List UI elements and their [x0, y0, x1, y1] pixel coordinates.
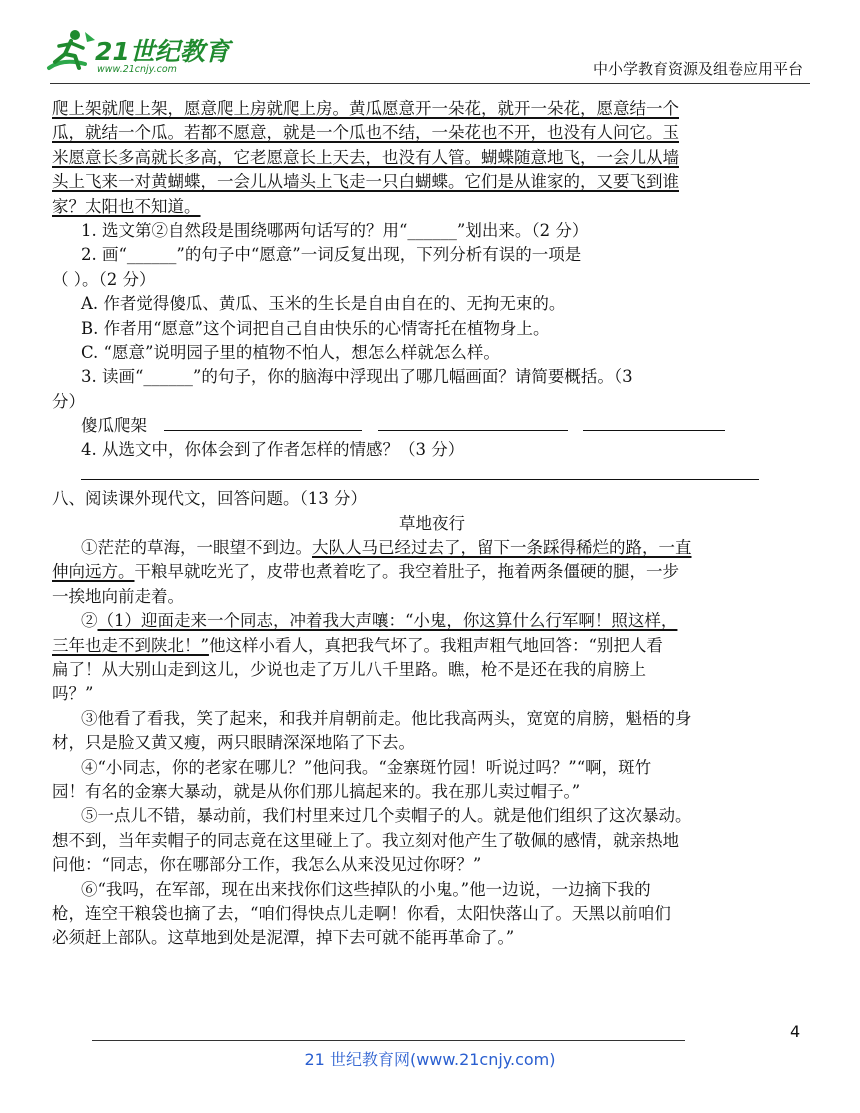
- question-4-answer-row: [52, 463, 812, 487]
- answer-blank[interactable]: [378, 416, 568, 431]
- paragraph-line: 吗？”: [52, 684, 94, 704]
- answer-label: 傻瓜爬架: [81, 416, 147, 436]
- passage-line: 家？太阳也不知道。: [52, 196, 201, 216]
- paragraph-line: ③他看了看我，笑了起来，和我并肩朝前走。他比我高两头，宽宽的肩膀，魁梧的身: [81, 708, 692, 728]
- header-divider: [50, 83, 810, 84]
- paragraph-line: ④“小同志，你的老家在哪儿？”他问我。“金寨斑竹园！听说过吗？”“啊，斑竹: [81, 757, 652, 777]
- footer-site-link[interactable]: 21 世纪教育网(www.21cnjy.com): [304, 1050, 556, 1069]
- paragraph-line: 必须赶上部队。这草地到处是泥潭，掉下去可就不能再革命了。”: [52, 928, 515, 948]
- section-heading: 八、阅读课外现代文，回答问题。（13 分）: [52, 489, 367, 509]
- answer-blank[interactable]: [583, 416, 725, 431]
- paragraph-line: ⑥“我吗，在军部，现在出来找你们这些掉队的小鬼。”他一边说，一边摘下我的: [81, 879, 651, 899]
- footer-divider: [92, 1040, 685, 1041]
- logo-text: 21世纪教育: [95, 37, 230, 66]
- passage-line: 瓜，就结一个瓜。若都不愿意，就是一个瓜也不结，一朵花也不开，也没有人问它。玉: [52, 123, 679, 143]
- paragraph-line: 想不到，当年卖帽子的同志竟在这里碰上了。我立刻对他产生了敬佩的感情，就亲热地: [52, 830, 679, 850]
- option-c: C. “愿意”说明园子里的植物不怕人，想怎么样就怎么样。: [81, 342, 500, 362]
- question-2-blank: （ ）。（2 分）: [52, 269, 156, 289]
- passage-line: 米愿意长多高就长多高，它老愿意长上天去，也没有人管。蝴蝶随意地飞，一会儿从墙: [52, 147, 679, 167]
- paragraph-line: 园！有名的金寨大暴动，就是从你们那儿搞起来的。我在那儿卖过帽子。”: [52, 781, 581, 801]
- document-body: [52, 97, 812, 951]
- page-header: [0, 0, 860, 92]
- site-logo[interactable]: [45, 28, 245, 80]
- paragraph-line: 三年也走不到陕北！”他这样小看人，真把我气坏了。我粗声粗气地回答：“别把人看: [52, 635, 663, 655]
- paragraph-line: ①茫茫的草海，一眼望不到边。大队人马已经过去了，留下一条踩得稀烂的路，一直: [81, 538, 692, 558]
- question-2: 2. 画“______”的句子中“愿意”一词反复出现，下列分析有误的一项是: [81, 245, 582, 265]
- article-title: 草地夜行: [399, 513, 465, 533]
- question-4: 4. 从选文中，你体会到了作者怎样的情感？（3 分）: [81, 440, 465, 460]
- header-tagline: 中小学教育资源及组卷应用平台: [592, 60, 803, 78]
- paragraph-line: ②（1）迎面走来一个同志，冲着我大声嚷：“小鬼，你这算什么行军啊！照这样，: [81, 611, 678, 631]
- logo-url: www.21cnjy.com: [97, 64, 177, 75]
- question-3-answer-row: [52, 414, 812, 438]
- option-b: B. 作者用“愿意”这个词把自己自由快乐的心情寄托在植物身上。: [81, 318, 550, 338]
- passage-line: 爬上架就爬上架，愿意爬上房就爬上房。黄瓜愿意开一朵花，就开一朵花，愿意结一个: [52, 99, 679, 118]
- paragraph-line: 问他：“同志，你在哪部分工作，我怎么从来没见过你呀？”: [52, 855, 482, 875]
- page-number: 4: [790, 1022, 801, 1041]
- question-1: 1. 选文第②自然段是围绕哪两句话写的？用“______”划出来。（2 分）: [81, 220, 589, 240]
- question-3-cont: 分）: [52, 391, 85, 411]
- answer-blank[interactable]: [164, 416, 362, 431]
- paragraph-line: 材，只是脸又黄又瘦，两只眼睛深深地陷了下去。: [52, 733, 415, 753]
- paragraph-line: ⑤一点儿不错，暴动前，我们村里来过几个卖帽子的人。就是他们组织了这次暴动。: [81, 806, 692, 826]
- answer-blank[interactable]: [81, 467, 759, 480]
- passage-line: 头上飞来一对黄蝴蝶，一会儿从墙头上飞走一只白蝴蝶。它们是从谁家的，又要飞到谁: [52, 172, 679, 192]
- paragraph-line: 扁了！从大别山走到这儿，少说也走了万儿八千里路。瞧，枪不是还在我的肩膀上: [52, 659, 646, 679]
- runner-icon: [45, 28, 97, 76]
- option-a: A. 作者觉得傻瓜、黄瓜、玉米的生长是自由自在的、无拘无束的。: [81, 294, 566, 314]
- paragraph-line: 伸向远方。干粮早就吃光了，皮带也煮着吃了。我空着肚子，拖着两条僵硬的腿，一步: [52, 562, 679, 582]
- paragraph-line: 一挨地向前走着。: [52, 586, 184, 606]
- question-3: 3. 读画“______”的句子，你的脑海中浮现出了哪几幅画面？请简要概括。（3: [81, 367, 633, 387]
- paragraph-line: 枪，连空干粮袋也摘了去，“咱们得快点儿走啊！你看，太阳快落山了。天黑以前咱们: [52, 903, 671, 923]
